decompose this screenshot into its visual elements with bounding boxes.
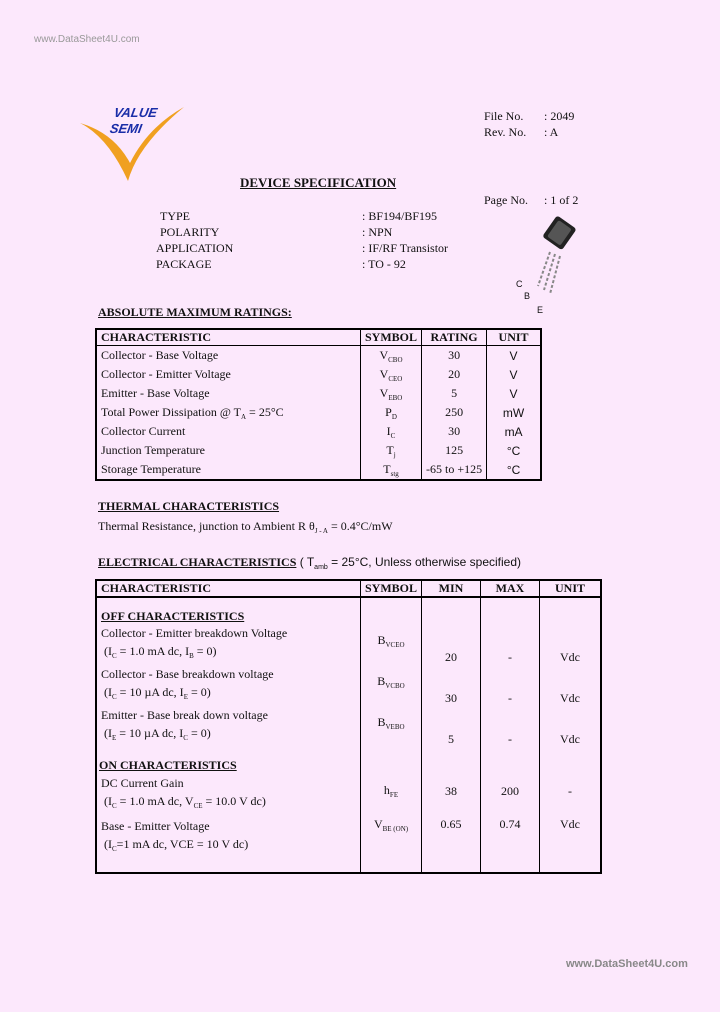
unit-cell: Vdc	[540, 706, 601, 747]
symbol-cell: $B_{VEBO}$	[361, 706, 422, 747]
info-type-value: : BF194/BF195	[362, 209, 438, 223]
info-type-label: TYPE	[160, 209, 190, 223]
table-row	[96, 403, 541, 422]
char-cell: Total Power Dissipation @ $T_A = 25^\circ C$	[101, 404, 284, 421]
rating-cell: -65 to +125	[422, 460, 487, 480]
char-cell: Collector Current	[101, 424, 186, 438]
max-cell: -	[481, 706, 540, 747]
table-row	[96, 815, 601, 873]
min-cell: 38	[422, 773, 481, 815]
table-row	[96, 624, 601, 665]
info-package-value: : TO - 92	[362, 257, 406, 271]
symbol-cell: $V_{CEO}$	[361, 365, 422, 384]
pin-label-b: B	[524, 291, 531, 301]
symbol-cell: $B_{VCEO}$	[361, 624, 422, 665]
max-cell: 200	[481, 773, 540, 815]
symbol-cell: $V_{CBO}$	[361, 346, 422, 366]
char-cell: Base - Emitter Voltage ($I_C=1$ mA dc, VCE = 10 V dc)	[101, 819, 249, 853]
symbol-cell: $T_{stg}$	[361, 460, 422, 480]
char-cell: Emitter - Base Voltage	[101, 386, 210, 400]
header-unit: UNIT	[540, 580, 601, 597]
unit-cell: °C	[487, 441, 541, 460]
info-polarity-label: POLARITY	[160, 225, 220, 239]
char-cell: DC Current Gain ($I_C = 1.0$ mA dc, $V_{CE} = 10.0$ V dc)	[101, 776, 266, 810]
electrical-title: ELECTRICAL CHARACTERISTICS	[98, 555, 297, 569]
section-row	[96, 747, 601, 773]
header-unit: UNIT	[487, 329, 541, 346]
max-cell: -	[481, 624, 540, 665]
rev-no-value: : A	[544, 125, 559, 139]
table-row	[96, 773, 601, 815]
unit-cell: Vdc	[540, 815, 601, 873]
unit-cell: °C	[487, 460, 541, 480]
header-max: MAX	[481, 580, 540, 597]
max-cell: -	[481, 665, 540, 706]
min-cell: 0.65	[422, 815, 481, 873]
unit-cell: Vdc	[540, 624, 601, 665]
info-polarity-value: : NPN	[362, 225, 393, 239]
symbol-cell: $V_{BE (ON)}$	[361, 815, 422, 873]
char-cell: Storage Temperature	[101, 462, 201, 476]
max-cell: 0.74	[481, 815, 540, 873]
abs-max-title: ABSOLUTE MAXIMUM RATINGS:	[98, 305, 292, 319]
electrical-conditions: ( $T_{amb} = 25^\circ C$, Unless otherwise specified)	[296, 555, 522, 571]
char-cell: Emitter - Base break down voltage ($I_E = 10$ µA dc, $I_C = 0$)	[101, 708, 268, 742]
file-no-label: File No.	[484, 109, 524, 123]
unit-cell: Vdc	[540, 665, 601, 706]
char-cell: Collector - Base Voltage	[101, 348, 219, 362]
rating-cell: 30	[422, 422, 487, 441]
header-min: MIN	[422, 580, 481, 597]
min-cell: 20	[422, 624, 481, 665]
unit-cell: V	[487, 346, 541, 366]
symbol-cell: $I_C$	[361, 422, 422, 441]
logo-text-semi: SEMI	[108, 121, 144, 136]
watermark-top[interactable]: www.DataSheet4U.com	[34, 34, 140, 45]
on-characteristics-title: ON CHARACTERISTICS	[99, 758, 237, 772]
char-cell: Collector - Base breakdown voltage ($I_C = 10$ µA dc, $I_E = 0$)	[101, 667, 274, 701]
min-cell: 5	[422, 706, 481, 747]
unit-cell: V	[487, 384, 541, 403]
table-row	[96, 460, 541, 480]
table-row	[96, 441, 541, 460]
file-no-value: : 2049	[544, 109, 575, 123]
company-logo	[78, 105, 188, 185]
rating-cell: 125	[422, 441, 487, 460]
symbol-cell: $T_j$	[361, 441, 422, 460]
thermal-resistance-text: Thermal Resistance, junction to Ambient R $\theta_{J - A} = 0.4^\circ C/mW$	[98, 519, 393, 535]
info-application-label: APPLICATION	[156, 241, 234, 255]
table-row	[96, 346, 541, 366]
page-no-label: Page No.	[484, 193, 528, 207]
table-row	[96, 706, 601, 747]
min-cell: 30	[422, 665, 481, 706]
document-title: DEVICE SPECIFICATION	[240, 175, 397, 190]
header-characteristic: CHARACTERISTIC	[96, 329, 361, 346]
table-row	[96, 422, 541, 441]
table-header-row	[96, 580, 601, 597]
table-row	[96, 365, 541, 384]
info-application-value: : IF/RF Transistor	[362, 241, 449, 255]
logo-text-value: VALUE	[112, 105, 159, 120]
section-row	[96, 597, 601, 624]
table-header-row	[96, 329, 541, 346]
rating-cell: 20	[422, 365, 487, 384]
char-cell: Collector - Emitter breakdown Voltage ($I_C = 1.0$ mA dc, $I_B = 0$)	[101, 626, 288, 660]
electrical-title-line	[98, 555, 521, 571]
table-row	[96, 384, 541, 403]
abs-max-table	[95, 328, 542, 481]
pin-label-e: E	[537, 305, 544, 315]
char-cell: Junction Temperature	[101, 443, 205, 457]
off-characteristics-title: OFF CHARACTERISTICS	[101, 609, 245, 623]
unit-cell: mW	[487, 403, 541, 422]
rating-cell: 30	[422, 346, 487, 366]
table-row	[96, 665, 601, 706]
char-cell: Collector - Emitter Voltage	[101, 367, 231, 381]
pin-label-c: C	[516, 279, 523, 289]
watermark-bottom[interactable]: www.DataSheet4U.com	[566, 958, 688, 970]
symbol-cell: $V_{EBO}$	[361, 384, 422, 403]
page-no-value: : 1 of 2	[544, 193, 579, 207]
thermal-title: THERMAL CHARACTERISTICS	[98, 499, 280, 513]
rating-cell: 5	[422, 384, 487, 403]
header-symbol: SYMBOL	[361, 329, 422, 346]
rev-no-label: Rev. No.	[484, 125, 527, 139]
electrical-table	[95, 579, 602, 874]
rating-cell: 250	[422, 403, 487, 422]
header-symbol: SYMBOL	[361, 580, 422, 597]
unit-cell: -	[540, 773, 601, 815]
symbol-cell: $h_{FE}$	[361, 773, 422, 815]
symbol-cell: $B_{VCBO}$	[361, 665, 422, 706]
symbol-cell: $P_D$	[361, 403, 422, 422]
unit-cell: V	[487, 365, 541, 384]
unit-cell: mA	[487, 422, 541, 441]
header-characteristic: CHARACTERISTIC	[96, 580, 361, 597]
info-package-label: PACKAGE	[156, 257, 212, 271]
header-rating: RATING	[422, 329, 487, 346]
